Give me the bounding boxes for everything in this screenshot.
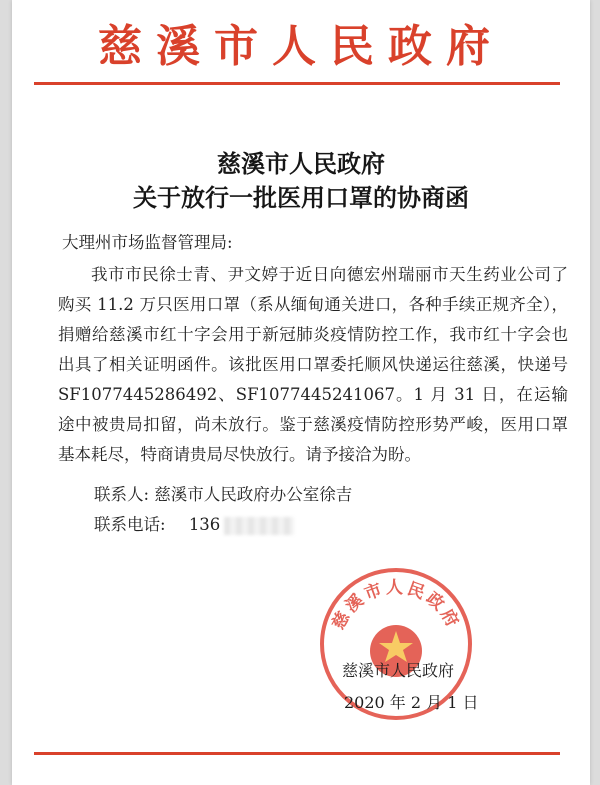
- addressee: 大理州市场监督管理局:: [62, 233, 233, 252]
- body-paragraph: 我市市民徐士青、尹文婷于近日向德宏州瑞丽市天生药业公司了购买 11.2 万只医用口罩（系从缅甸通关进口，各种手续正规齐全），捐赠给慈溪市红十字会用于新冠肺炎疫情防控工作，我市红十字会也出具了相关证明函件。该批医用口罩委托顺风快递运往慈溪，快递号 SF1077445286492、SF1077445241067。1 月 31 日，在运输途中被贵局扣留，尚未放行。鉴于慈溪疫情防控形势严峻，医用口罩基本耗尽，特商请贵局尽快放行。请予接洽为盼。: [58, 265, 568, 464]
- contact-person: 联系人: 慈溪市人民政府办公室徐吉: [94, 485, 353, 504]
- footer-rule: [34, 752, 560, 755]
- contact-phone-label: 联系电话:: [94, 515, 166, 534]
- document-title-line-1: 慈溪市人民政府: [217, 150, 385, 178]
- letterhead-rule: [34, 82, 560, 85]
- document-title-line-2: 关于放行一批医用口罩的协商函: [133, 184, 469, 212]
- redacted-phone-blur: [224, 517, 294, 535]
- signature-organization: 慈溪市人民政府: [342, 661, 455, 680]
- document-page: [12, 0, 590, 785]
- letterhead-title: 慈溪市人民政府: [98, 21, 504, 72]
- contact-phone: [94, 510, 544, 540]
- contact-phone-number: 136: [188, 515, 221, 534]
- signature-date: 2020 年 2 月 1 日: [344, 693, 479, 712]
- seal-text: 慈溪市人民政府: [328, 578, 464, 634]
